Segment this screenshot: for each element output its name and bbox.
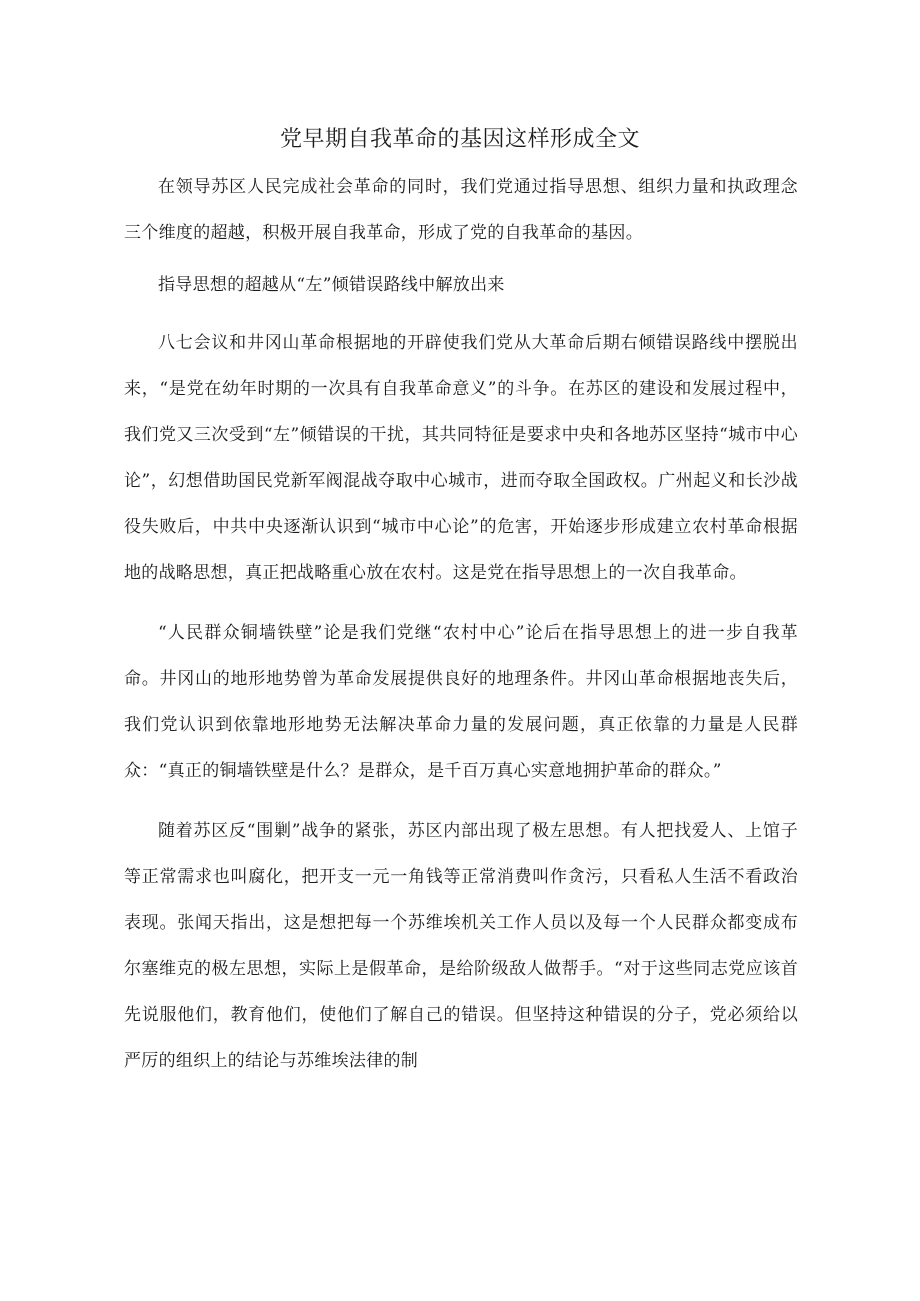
paragraph-intro: 在领导苏区人民完成社会革命的同时，我们党通过指导思想、组织力量和执政理念三个维度的超越，积极开展自我革命，形成了党的自我革命的基因。 <box>124 177 798 243</box>
paragraph-body: 八七会议和井冈山革命根据地的开辟使我们党从大革命后期右倾错误路线中摆脱出来，“是党在幼年时期的一次具有自我革命意义”的斗争。在苏区的建设和发展过程中，我们党又三次受到“左”倾错误的干扰，其共同特征是要求中央和各地苏区坚持“城市中心论”，幻想借助国民党新军阀混战夺取中心城市，进而夺取全国政权。广州起义和长沙战役失败后，中共中央逐渐认识到“城市中心论”的危害，开始逐步形成建立农村革命根据地的战略思想，真正把战略重心放在农村。这是党在指导思想上的一次自我革命。 <box>124 333 798 583</box>
document-title: 党早期自我革命的基因这样形成全文 <box>279 127 640 152</box>
paragraph-body: “人民群众铜墙铁壁”论是我们党继“农村中心”论后在指导思想上的进一步自我革命。井冈山的地形地势曾为革命发展提供良好的地理条件。井冈山革命根据地丧失后，我们党认识到依靠地形地势无法解决革命力量的发展问题，真正依靠的力量是人民群众：“真正的铜墙铁壁是什么？是群众，是千百万真心实意地拥护革命的群众。” <box>124 623 798 781</box>
document-body <box>124 164 798 1084</box>
paragraph-body: 随着苏区反“围剿”战争的紧张，苏区内部出现了极左思想。有人把找爱人、上馆子等正常需求也叫腐化，把开支一元一角钱等正常消费叫作贪污，只看私人生活不看政治表现。张闻天指出，这是想把每一个苏维埃机关工作人员以及每一个人民群众都变成布尔塞维克的极左思想，实际上是假革命，是给阶级敌人做帮手。“对于这些同志党应该首先说服他们，教育他们，使他们了解自己的错误。但坚持这种错误的分子，党必须给以严厉的组织上的结论与苏维埃法律的制 <box>124 821 798 1071</box>
section-heading: 指导思想的超越从“左”倾错误路线中解放出来 <box>158 275 505 295</box>
